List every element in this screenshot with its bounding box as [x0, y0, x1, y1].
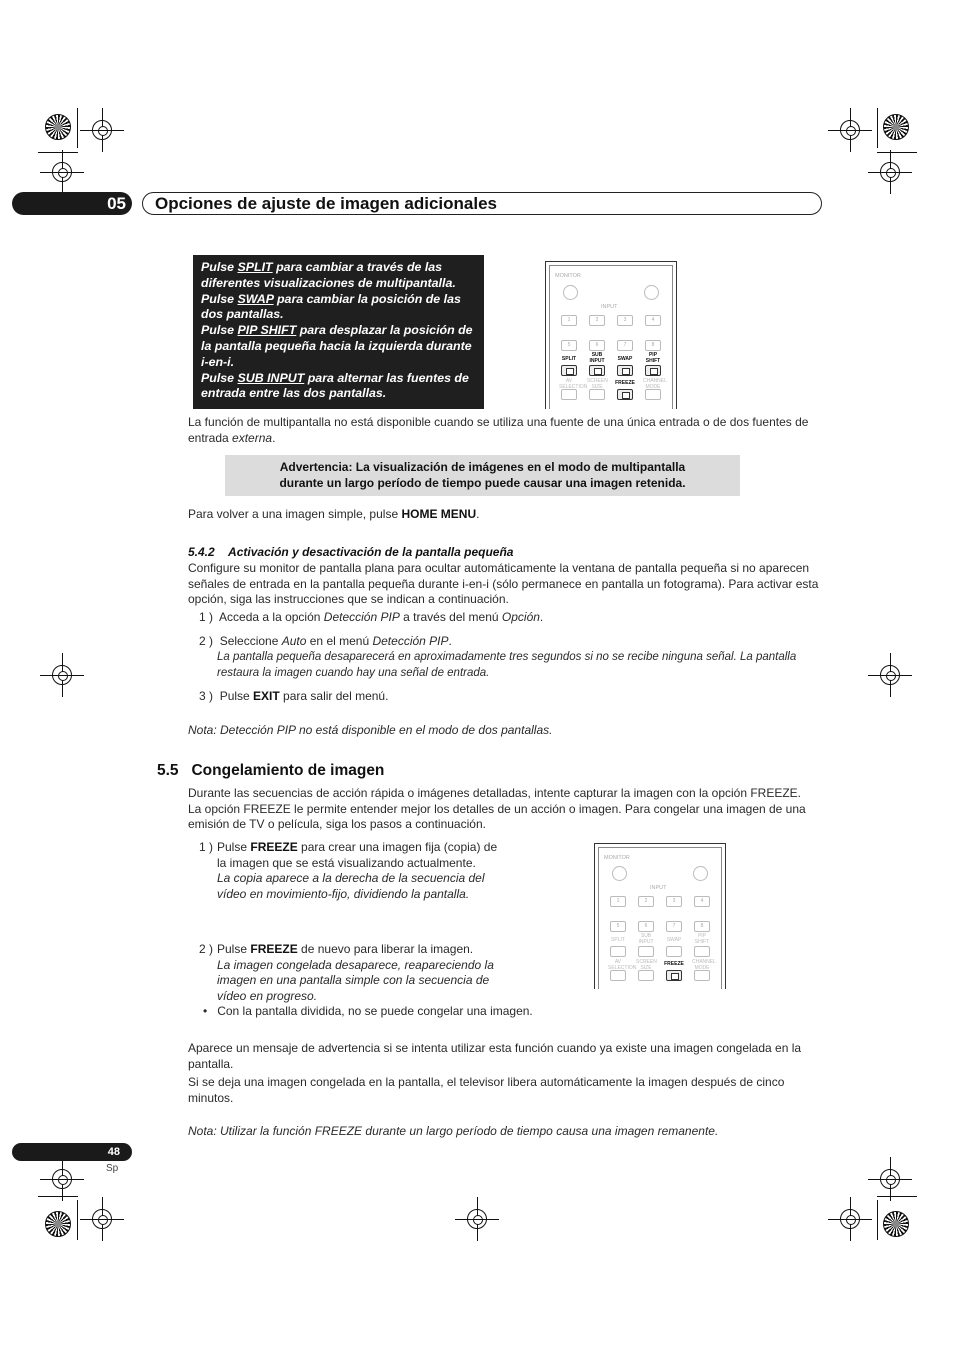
channel-mode-label: CHANNEL MODE: [643, 378, 667, 390]
registration-starburst-top-right: [883, 114, 909, 140]
input-key-7: 7: [666, 921, 682, 932]
power-icon: [563, 285, 578, 300]
multiscreen-note: La función de multipantalla no está disponible cuando se utiliza una fuente de una única entrada o de dos fuentes de entrada externa.: [188, 415, 809, 445]
registration-mark: [880, 162, 900, 182]
sub-input-key: [638, 946, 654, 957]
crop-line: [77, 1200, 78, 1240]
warning-line-1: Advertencia: La visualización de imágenes en el modo de multipantalla: [279, 460, 686, 474]
av-selection-key: [610, 970, 626, 981]
input-key-6: 6: [589, 340, 605, 351]
input-key-6: 6: [638, 921, 654, 932]
return-instruction: Para volver a una imagen simple, pulse HOME MENU.: [188, 507, 480, 521]
page-number-badge: 48: [12, 1143, 132, 1161]
freeze-step-2: 2 ) Pulse FREEZE de nuevo para liberar la imagen. La imagen congelada desaparece, reapareciendo la imagen en una pantalla simple con la secuencia de vídeo en progreso.: [199, 942, 494, 1004]
swap-key-label: SWAP: [666, 937, 682, 943]
page-title: Opciones de ajuste de imagen adicionales: [155, 194, 498, 213]
split-key: [561, 365, 577, 376]
freeze-step-1: 1 ) Pulse FREEZE para crear una imagen fija (copia) de la imagen que se está visualizando actualmente. La copia aparece a la derecha de la secuencia del vídeo en movimiento-fijo, dividiendo la pantalla.: [199, 840, 498, 902]
crop-line: [877, 152, 917, 153]
monitor-label: MONITOR: [604, 855, 630, 861]
registration-mark: [52, 1169, 72, 1189]
registration-mark: [880, 1169, 900, 1189]
remote-illustration-freeze: [594, 843, 726, 989]
registration-mark: [840, 120, 860, 140]
step-3: 3 ) Pulse EXIT para salir del menú.: [199, 689, 389, 703]
registration-mark: [92, 120, 112, 140]
crop-line: [877, 1200, 878, 1240]
monitor-label: MONITOR: [555, 273, 581, 279]
section-intro: Durante las secuencias de acción rápida o imágenes detalladas, intente capturar la imagen con la opción FREEZE. La opción FREEZE le permite entender mejor los detalles de un acción o imagen. Para congelar una imagen de una emisión de TV o película, siga los pasos a continuación.: [188, 786, 806, 832]
input-label: INPUT: [650, 885, 667, 891]
input-key-2: 2: [638, 896, 654, 907]
crop-line: [77, 108, 78, 148]
crop-line: [877, 108, 878, 148]
freeze-bullet: • Con la pantalla dividida, no se puede congelar una imagen.: [203, 1004, 533, 1018]
av-selection-key: [561, 389, 577, 400]
crop-line: [877, 1196, 917, 1197]
warning-box: [225, 455, 740, 496]
crop-line: [38, 1196, 78, 1197]
pip-shift-key-label: PIP SHIFT: [694, 933, 710, 945]
section-heading: 5.5 Congelamiento de imagen: [157, 762, 385, 779]
freeze-paragraph-2: Si se deja una imagen congelada en la pantalla, el televisor libera automáticamente la imagen después de cinco minutos.: [188, 1075, 785, 1105]
instruction-line: Pulse PIP SHIFT para desplazar la posición de la pantalla pequeña hacia la izquierda durante i-en-i.: [201, 323, 473, 369]
instruction-line: Pulse SWAP para cambiar la posición de las dos pantallas.: [201, 291, 461, 322]
power-icon: [612, 866, 627, 881]
screen-size-label: SCREEN SIZE: [636, 959, 657, 971]
freeze-key-label: FREEZE: [664, 961, 684, 967]
registration-mark: [52, 162, 72, 182]
screen-size-key: [589, 389, 605, 400]
language-code: Sp: [106, 1163, 119, 1174]
input-key-8: 8: [645, 340, 661, 351]
av-selection-label: AV SELECTION: [608, 959, 637, 971]
freeze-key-label: FREEZE: [615, 380, 635, 386]
subsection-intro: Configure su monitor de pantalla plana para ocultar automáticamente la ventana de pantalla pequeña si no aparecen señales de entrada en la pantalla pequeña durante i-en-i (sólo permanece en pantalla un fotograma). Para activar esta opción, siga las instrucciones que se indican a continuación.: [188, 561, 819, 607]
input-key-4: 4: [645, 315, 661, 326]
input-key-7: 7: [617, 340, 633, 351]
registration-mark: [880, 665, 900, 685]
freeze-key: [666, 970, 682, 981]
subsection-note: Nota: Detección PIP no está disponible en el modo de dos pantallas.: [188, 723, 553, 737]
pip-shift-key: [645, 365, 661, 376]
chapter-number-badge: 05: [12, 192, 132, 215]
step-1: 1 ) Acceda a la opción Detección PIP a través del menú Opción.: [199, 610, 544, 624]
av-selection-label: AV SELECTION: [559, 378, 588, 390]
input-key-3: 3: [617, 315, 633, 326]
split-key-label: SPLIT: [561, 356, 577, 362]
remote-illustration-multiscreen: [545, 261, 677, 409]
registration-mark: [840, 1209, 860, 1229]
instruction-line: Pulse SPLIT para cambiar a través de las diferentes visualizaciones de multipantalla.: [201, 260, 456, 290]
freeze-key: [617, 389, 633, 400]
channel-mode-key: [645, 389, 661, 400]
input-key-4: 4: [694, 896, 710, 907]
screen-size-label: SCREEN SIZE: [587, 378, 608, 390]
swap-key: [666, 946, 682, 957]
registration-starburst-top-left: [45, 114, 71, 140]
instruction-box: [193, 255, 484, 409]
freeze-note: Nota: Utilizar la función FREEZE durante un largo período de tiempo causa una imagen remanente.: [188, 1124, 719, 1138]
split-key-label: SPLIT: [611, 937, 625, 943]
sub-input-key: [589, 365, 605, 376]
input-label: INPUT: [601, 304, 618, 310]
pip-shift-key: [694, 946, 710, 957]
split-key: [610, 946, 626, 957]
crop-line: [38, 152, 78, 153]
registration-starburst-bottom-right: [883, 1211, 909, 1237]
registration-mark: [92, 1209, 112, 1229]
subsection-heading: 5.4.2 Activación y desactivación de la pantalla pequeña: [188, 545, 514, 559]
registration-mark: [467, 1209, 487, 1229]
sub-input-key-label: SUB INPUT: [638, 933, 654, 945]
channel-mode-label: CHANNEL MODE: [692, 959, 716, 971]
input-key-1: 1: [561, 315, 577, 326]
sub-input-key-label: SUB INPUT: [589, 352, 605, 364]
step-2: 2 ) Seleccione Auto en el menú Detección PIP.: [199, 634, 452, 648]
swap-key-label: SWAP: [617, 356, 633, 362]
freeze-paragraph-1: Aparece un mensaje de advertencia si se intenta utilizar esta función cuando ya existe una imagen congelada en la pantalla.: [188, 1041, 802, 1071]
input-key-5: 5: [610, 921, 626, 932]
step-2-note: La pantalla pequeña desaparecerá en aproximadamente tres segundos si no se recibe ninguna señal. La pantalla restaura la imagen cuando hay una señal de entrada.: [217, 651, 797, 679]
instruction-line: Pulse SUB INPUT para alternar las fuentes de entrada entre las dos pantallas.: [201, 370, 469, 401]
input-key-1: 1: [610, 896, 626, 907]
channel-mode-key: [694, 970, 710, 981]
swap-key: [617, 365, 633, 376]
sleep-icon: [693, 866, 708, 881]
sleep-icon: [644, 285, 659, 300]
input-key-8: 8: [694, 921, 710, 932]
pip-shift-key-label: PIP SHIFT: [645, 352, 661, 364]
input-key-3: 3: [666, 896, 682, 907]
warning-line-2: durante un largo período de tiempo puede causar una imagen retenida.: [279, 476, 686, 490]
registration-mark: [52, 665, 72, 685]
input-key-2: 2: [589, 315, 605, 326]
input-key-5: 5: [561, 340, 577, 351]
registration-starburst-bottom-left: [45, 1211, 71, 1237]
screen-size-key: [638, 970, 654, 981]
